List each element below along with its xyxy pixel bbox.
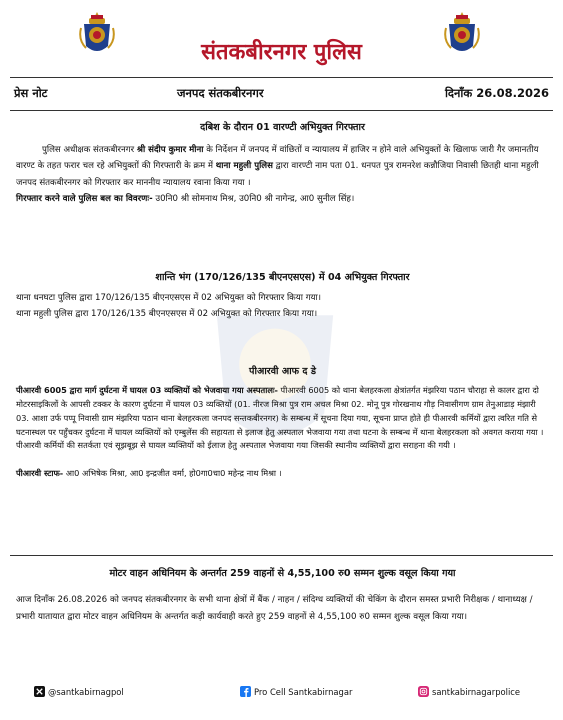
divider — [10, 77, 553, 78]
list-item: थाना धनघटा पुलिस द्वारा 170/126/135 बीएनएसएस में 02 अभियुक्त को गिरफ्तार किया गया। — [16, 293, 322, 304]
header — [0, 0, 563, 78]
staff-label: पीआरवी स्टाफ- — [16, 468, 64, 479]
staff-members: आ0 अभिषेक मिश्रा, आ0 इन्द्रजीत वर्मा, हो0गा0चा0 महेन्द्र नाथ मिश्रा । — [63, 468, 282, 479]
station-name: थाना महुली पुलिस — [215, 161, 273, 172]
divider — [10, 555, 553, 556]
para-text: के निर्देशन में जनपद में वांछितों व न्यायालय में हाजिर न होने वाले अभियुक्तों के खिलाफ जारी गैर जमानतीय वारण्ट के तहत फरार चल रहे अभियुक्तों की गिरफ्तारी के क्रम में — [16, 145, 539, 172]
x-logo-icon — [34, 686, 45, 697]
section-title: शान्ति भंग (170/126/135 बीएनएसएस) में 04 अभियुक्त गिरफ्तार — [155, 272, 410, 283]
x-link[interactable] — [34, 686, 124, 697]
section-paragraph: आज दिनाँक 26.08.2026 को जनपद संतकबीरनगर के सभी थाना क्षेत्रों में बैंक / नाहन / संदिग्ध व्यक्तियों की चेकिंग के दौरान समस्त प्रभारी निरीक्षक / थानाध्यक्ष / प्रभारी यातायात द्वारा मोटर वाहन अधिनियम के अन्तर्गत कड़ी कार्यवाही करते हुए 259 वाहनों से 4,55,100 रु0 सम्मन शुल्क वसूल किया गया। — [16, 595, 533, 623]
section-title: दबिश के दौरान 01 वारण्टी अभियुक्त गिरफ्तार — [200, 122, 365, 133]
instagram-handle: santkabirnagarpolice — [432, 687, 521, 697]
section-title: मोटर वाहन अधिनियम के अन्तर्गत 259 वाहनों से 4,55,100 रु0 सम्मन शुल्क वसूल किया गया — [109, 568, 456, 579]
para-text: पीआरवी 6005 को थाना बेलहरकला क्षेत्रांतर्गत मंझरिया पठान चौराहा से कालर द्वारा दो मोटरसाइकिलों के आपसी टक्कर के कारण दुर्घटना में घायल 03 व्यक्तियों (01. नीरज मिश्रा पुत्र राम अचल मिश्रा 02. मोनू पुत्र गोरखनाथ गौड़ निवासीगण ग्राम तेनुआडाड़ मंझारी 03. आशा उर्फ पप्पू निवासी ग्राम मंझरिया पठान थाना बेलहरकला जनपद सन्तकबीरनगर) के सम्बन्ध में सूचना दिया गया, सूचना प्राप्त होते ही पीआरवी कर्मियों द्वारा त्वरित गति से घटनास्थल पर पहुँचकर दुर्घटना में घायल व्यक्तियों को एम्बुलेंस की सहायता से इलाज हेतु अस्पताल भेजवाया गया तथा घटना के सम्बन्ध में थाना बेलहरकला को अवगत कराया गया । पीआरवी कर्मियों की सतर्कता एवं सूझबूझ से घायल व्यक्तियों को ईलाज हेतु अस्पताल भेजवाया गया जिसकी स्थानीय व्यक्तियों द्वारा सराहना की गयी । — [16, 385, 544, 451]
press-info-row — [14, 86, 549, 104]
team-details — [16, 191, 549, 207]
team-members: उ0नि0 श्री सोमनाथ मिश्र, उ0नि0 श्री नागेन्द्र, आ0 सुनील सिंह। — [152, 193, 355, 204]
para-text: पुलिस अधीक्षक संतकबीरनगर — [42, 145, 137, 156]
instagram-logo-icon — [418, 686, 429, 697]
section-motor-vehicle-act — [16, 566, 549, 626]
date-label: दिनाँक 26.08.2026 — [444, 86, 549, 100]
facebook-logo-icon — [240, 686, 251, 697]
divider — [10, 110, 553, 111]
staff-details — [16, 467, 549, 481]
section-prv-of-day — [16, 364, 549, 481]
instagram-link[interactable] — [418, 686, 520, 697]
district-label: जनपद संतकबीरनगर — [177, 86, 264, 100]
list-item: थाना महुली पुलिस द्वारा 170/126/135 बीएनएसएस में 02 अभियुक्त को गिरफ्तार किया गया। — [16, 309, 318, 320]
para-text: द्वारा वारण्टी नाम पता 01. धनपत पुत्र रामनरेश कन्नौजिया निवासी छितही थाना महुली जनपद संतकबीरनगर को गिरफ्तार कर माननीय न्यायालय रवाना किया गया । — [16, 161, 539, 188]
officer-name: श्री संदीप कुमार मीना — [136, 145, 204, 156]
press-note-label: प्रेस नोट — [14, 86, 48, 100]
x-handle: @santkabirnagpol — [48, 687, 124, 697]
section-warrant-arrest — [16, 120, 549, 207]
footer — [0, 686, 563, 704]
facebook-link[interactable] — [240, 686, 352, 697]
team-label: गिरफ्तार करने वाले पुलिस बल का विवरणः- — [16, 193, 153, 204]
para-heading: पीआरवी 6005 द्वारा मार्ग दुर्घटना में घायल 03 व्यक्तियों को भेजवाया गया अस्पतालः- — [16, 385, 278, 396]
page-title: संतकबीरनगर पुलिस — [201, 39, 362, 65]
facebook-handle: Pro Cell Santkabirnagar — [254, 687, 353, 697]
section-paragraph — [16, 384, 549, 453]
section-paragraph — [16, 142, 549, 191]
section-peace-breach — [16, 270, 549, 323]
section-title: पीआरवी आफ द डे — [249, 366, 316, 377]
